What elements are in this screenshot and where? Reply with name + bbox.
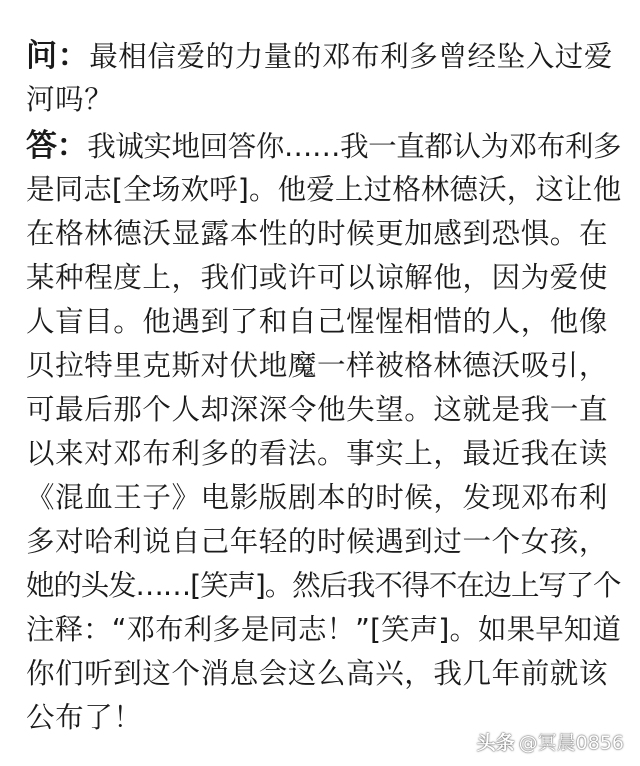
question-text-2: 河吗？ <box>26 83 114 116</box>
answer-line-2: 是同志[全场欢呼]。他爱上过格林德沃，这让他 <box>26 173 622 206</box>
watermark-handle: @冥晨0856 <box>518 731 624 754</box>
question-block <box>26 34 622 122</box>
answer-text-1: 我诚实地回答你……我一直都认为邓布利多 <box>87 130 622 163</box>
answer-line-3: 在格林德沃显露本性的时候更加感到恐惧。在 <box>26 217 609 250</box>
question-label: 问： <box>26 38 90 74</box>
answer-line-4: 某种程度上，我们或许可以谅解他，因为爱使 <box>26 261 609 294</box>
question-line-1 <box>26 34 622 78</box>
answer-line-12: 注释：“邓布利多是同志！”[笑声]。如果早知道 <box>26 613 621 646</box>
answer-line-8: 以来对邓布利多的看法。事实上，最近我在读 <box>26 437 609 470</box>
answer-line-9: 《混血王子》电影版剧本的时候，发现邓布利 <box>26 481 609 514</box>
answer-line-10: 多对哈利说自己年轻的时候遇到过一个女孩， <box>26 525 609 558</box>
answer-line-5: 人盲目。他遇到了和自己惺惺相惜的人，他像 <box>26 305 609 338</box>
answer-line-13: 你们听到这个消息会这么高兴，我几年前就该 <box>26 657 609 690</box>
qa-document <box>26 34 622 740</box>
answer-block <box>26 124 622 740</box>
answer-line-7: 可最后那个人却深深令他失望。这就是我一直 <box>26 393 609 426</box>
question-text-1: 最相信爱的力量的邓布利多曾经坠入过爱 <box>89 40 614 73</box>
answer-line-11: 她的头发……[笑声]。然后我不得不在边上写了个 <box>26 569 621 602</box>
toutiao-watermark <box>477 728 624 754</box>
answer-line-1 <box>26 124 622 168</box>
answer-line-6: 贝拉特里克斯对伏地魔一样被格林德沃吸引， <box>26 349 609 382</box>
question-line-2 <box>26 78 622 122</box>
watermark-logo: 头条 <box>476 731 515 754</box>
answer-label: 答： <box>26 128 88 164</box>
answer-line-14: 公布了！ <box>26 701 143 734</box>
